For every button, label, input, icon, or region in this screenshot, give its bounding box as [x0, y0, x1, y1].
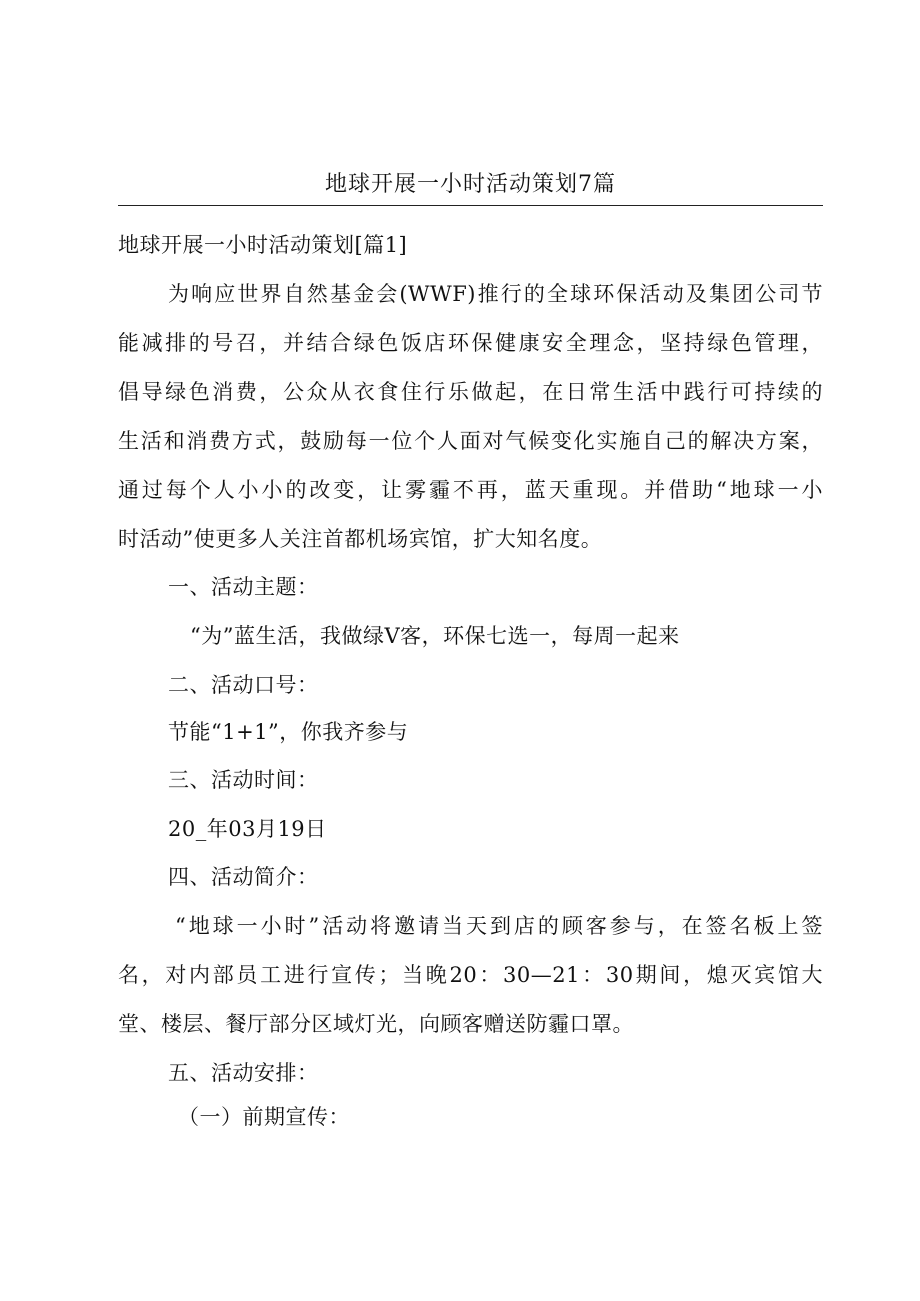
summary-line-1: “地球一小时”活动将邀请当天到店的顾客参与，在签名板上签	[175, 914, 823, 938]
slogan-text: 节能“1+1”，你我齐参与	[168, 720, 409, 744]
intro-line-5: 通过每个人小小的改变，让雾霾不再，蓝天重现。并借助“地球一小	[118, 478, 823, 502]
intro-line-2: 能减排的号召，并结合绿色饭店环保健康安全理念，坚持绿色管理，	[118, 331, 823, 355]
arrangement-heading: 五、活动安排：	[168, 1061, 319, 1085]
summary-line-3: 堂、楼层、餐厅部分区域灯光，向顾客赠送防霾口罩。	[118, 1012, 634, 1036]
intro-line-4: 生活和消费方式，鼓励每一位个人面对气候变化实施自己的解决方案，	[118, 429, 823, 453]
intro-line-1: 为响应世界自然基金会(WWF)推行的全球环保活动及集团公司节	[168, 282, 823, 306]
time-heading: 三、活动时间：	[168, 768, 319, 792]
intro-line-3: 倡导绿色消费，公众从衣食住行乐做起，在日常生活中践行可持续的	[118, 380, 823, 404]
theme-text: “为”蓝生活，我做绿V客，环保七选一，每周一起来	[190, 624, 680, 648]
title-divider	[118, 205, 823, 206]
summary-heading: 四、活动简介：	[168, 865, 319, 889]
intro-line-6: 时活动”使更多人关注首都机场宾馆，扩大知名度。	[118, 527, 603, 551]
pre-promotion-heading: （一）前期宣传：	[178, 1105, 350, 1129]
time-text: 20_年03月19日	[168, 817, 327, 841]
slogan-heading: 二、活动口号：	[168, 673, 319, 697]
summary-line-2: 名，对内部员工进行宣传；当晚20：30—21：30期间，熄灭宾馆大	[118, 963, 823, 987]
theme-heading: 一、活动主题：	[168, 575, 319, 599]
section-heading: 地球开展一小时活动策划[篇1]	[118, 233, 408, 257]
document-title: 地球开展一小时活动策划7篇	[325, 172, 616, 197]
